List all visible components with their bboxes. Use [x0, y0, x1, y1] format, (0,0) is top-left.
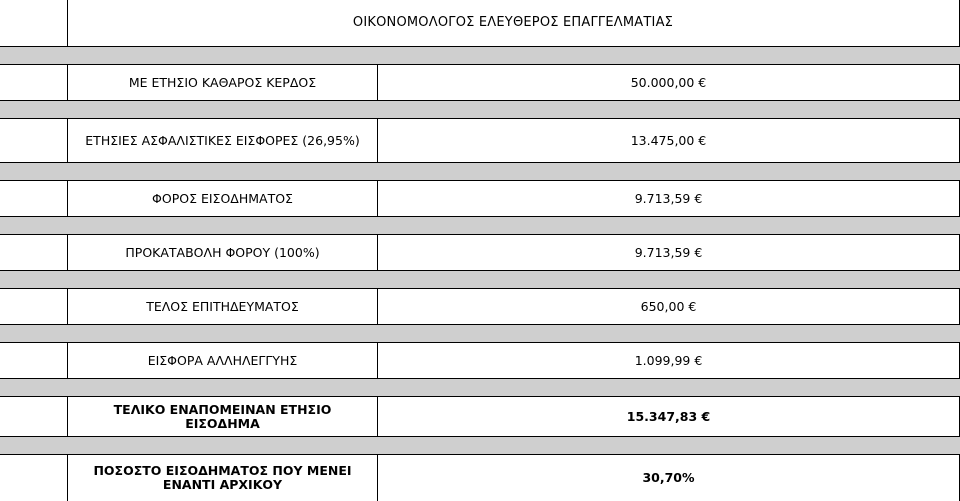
table-row	[0, 118, 960, 162]
row-label: ΕΤΗΣΙΕΣ ΑΣΦΑΛΙΣΤΙΚΕΣ ΕΙΣΦΟΡΕΣ (26,95%)	[85, 132, 360, 148]
separator-row	[0, 162, 960, 180]
row-label: ΤΕΛΙΚΟ ΕΝΑΠΟΜΕΙΝΑΝ ΕΤΗΣΙΟ ΕΙΣΟΔΗΜΑ	[113, 401, 332, 431]
separator-row	[0, 100, 960, 118]
table-row-total	[0, 396, 960, 436]
row-value: 1.099,99 €	[634, 352, 703, 368]
row-value: 13.475,00 €	[630, 132, 707, 148]
separator-row	[0, 216, 960, 234]
row-label: ΠΟΣΟΣΤΟ ΕΙΣΟΔΗΜΑΤΟΣ ΠΟΥ ΜΕΝΕΙ ΕΝΑΝΤΙ ΑΡΧΙΚΟΥ	[93, 463, 352, 492]
row-label: ΜΕ ΕΤΗΣΙΟ ΚΑΘΑΡΟΣ ΚΕΡΔΟΣ	[128, 74, 317, 90]
table-row	[0, 342, 960, 378]
title-row	[0, 0, 960, 46]
table-row-percentage	[0, 454, 960, 501]
separator-row	[0, 378, 960, 396]
separator-row	[0, 436, 960, 454]
table-row	[0, 288, 960, 324]
row-value: 15.347,83 €	[626, 408, 711, 424]
row-label: ΤΕΛΟΣ ΕΠΙΤΗΔΕΥΜΑΤΟΣ	[146, 298, 299, 314]
table-row	[0, 64, 960, 100]
row-label: ΠΡΟΚΑΤΑΒΟΛΗ ΦΟΡΟΥ (100%)	[125, 244, 320, 260]
row-label: ΦΟΡΟΣ ΕΙΣΟΔΗΜΑΤΟΣ	[152, 190, 293, 206]
row-value: 9.713,59 €	[634, 190, 703, 206]
row-value: 30,70%	[642, 470, 695, 485]
separator-row	[0, 324, 960, 342]
row-label: ΕΙΣΦΟΡΑ ΑΛΛΗΛΕΓΓΥΗΣ	[147, 352, 298, 368]
separator-row	[0, 270, 960, 288]
row-value: 9.713,59 €	[634, 244, 703, 260]
row-value: 50.000,00 €	[630, 74, 707, 90]
separator-row	[0, 46, 960, 64]
table-title: ΟΙΚΟΝΟΜΟΛΟΓΟΣ ΕΛΕΥΘΕΡΟΣ ΕΠΑΓΓΕΛΜΑΤΙΑΣ	[352, 15, 674, 30]
row-value: 650,00 €	[640, 298, 697, 314]
table-row	[0, 234, 960, 270]
table-row	[0, 180, 960, 216]
